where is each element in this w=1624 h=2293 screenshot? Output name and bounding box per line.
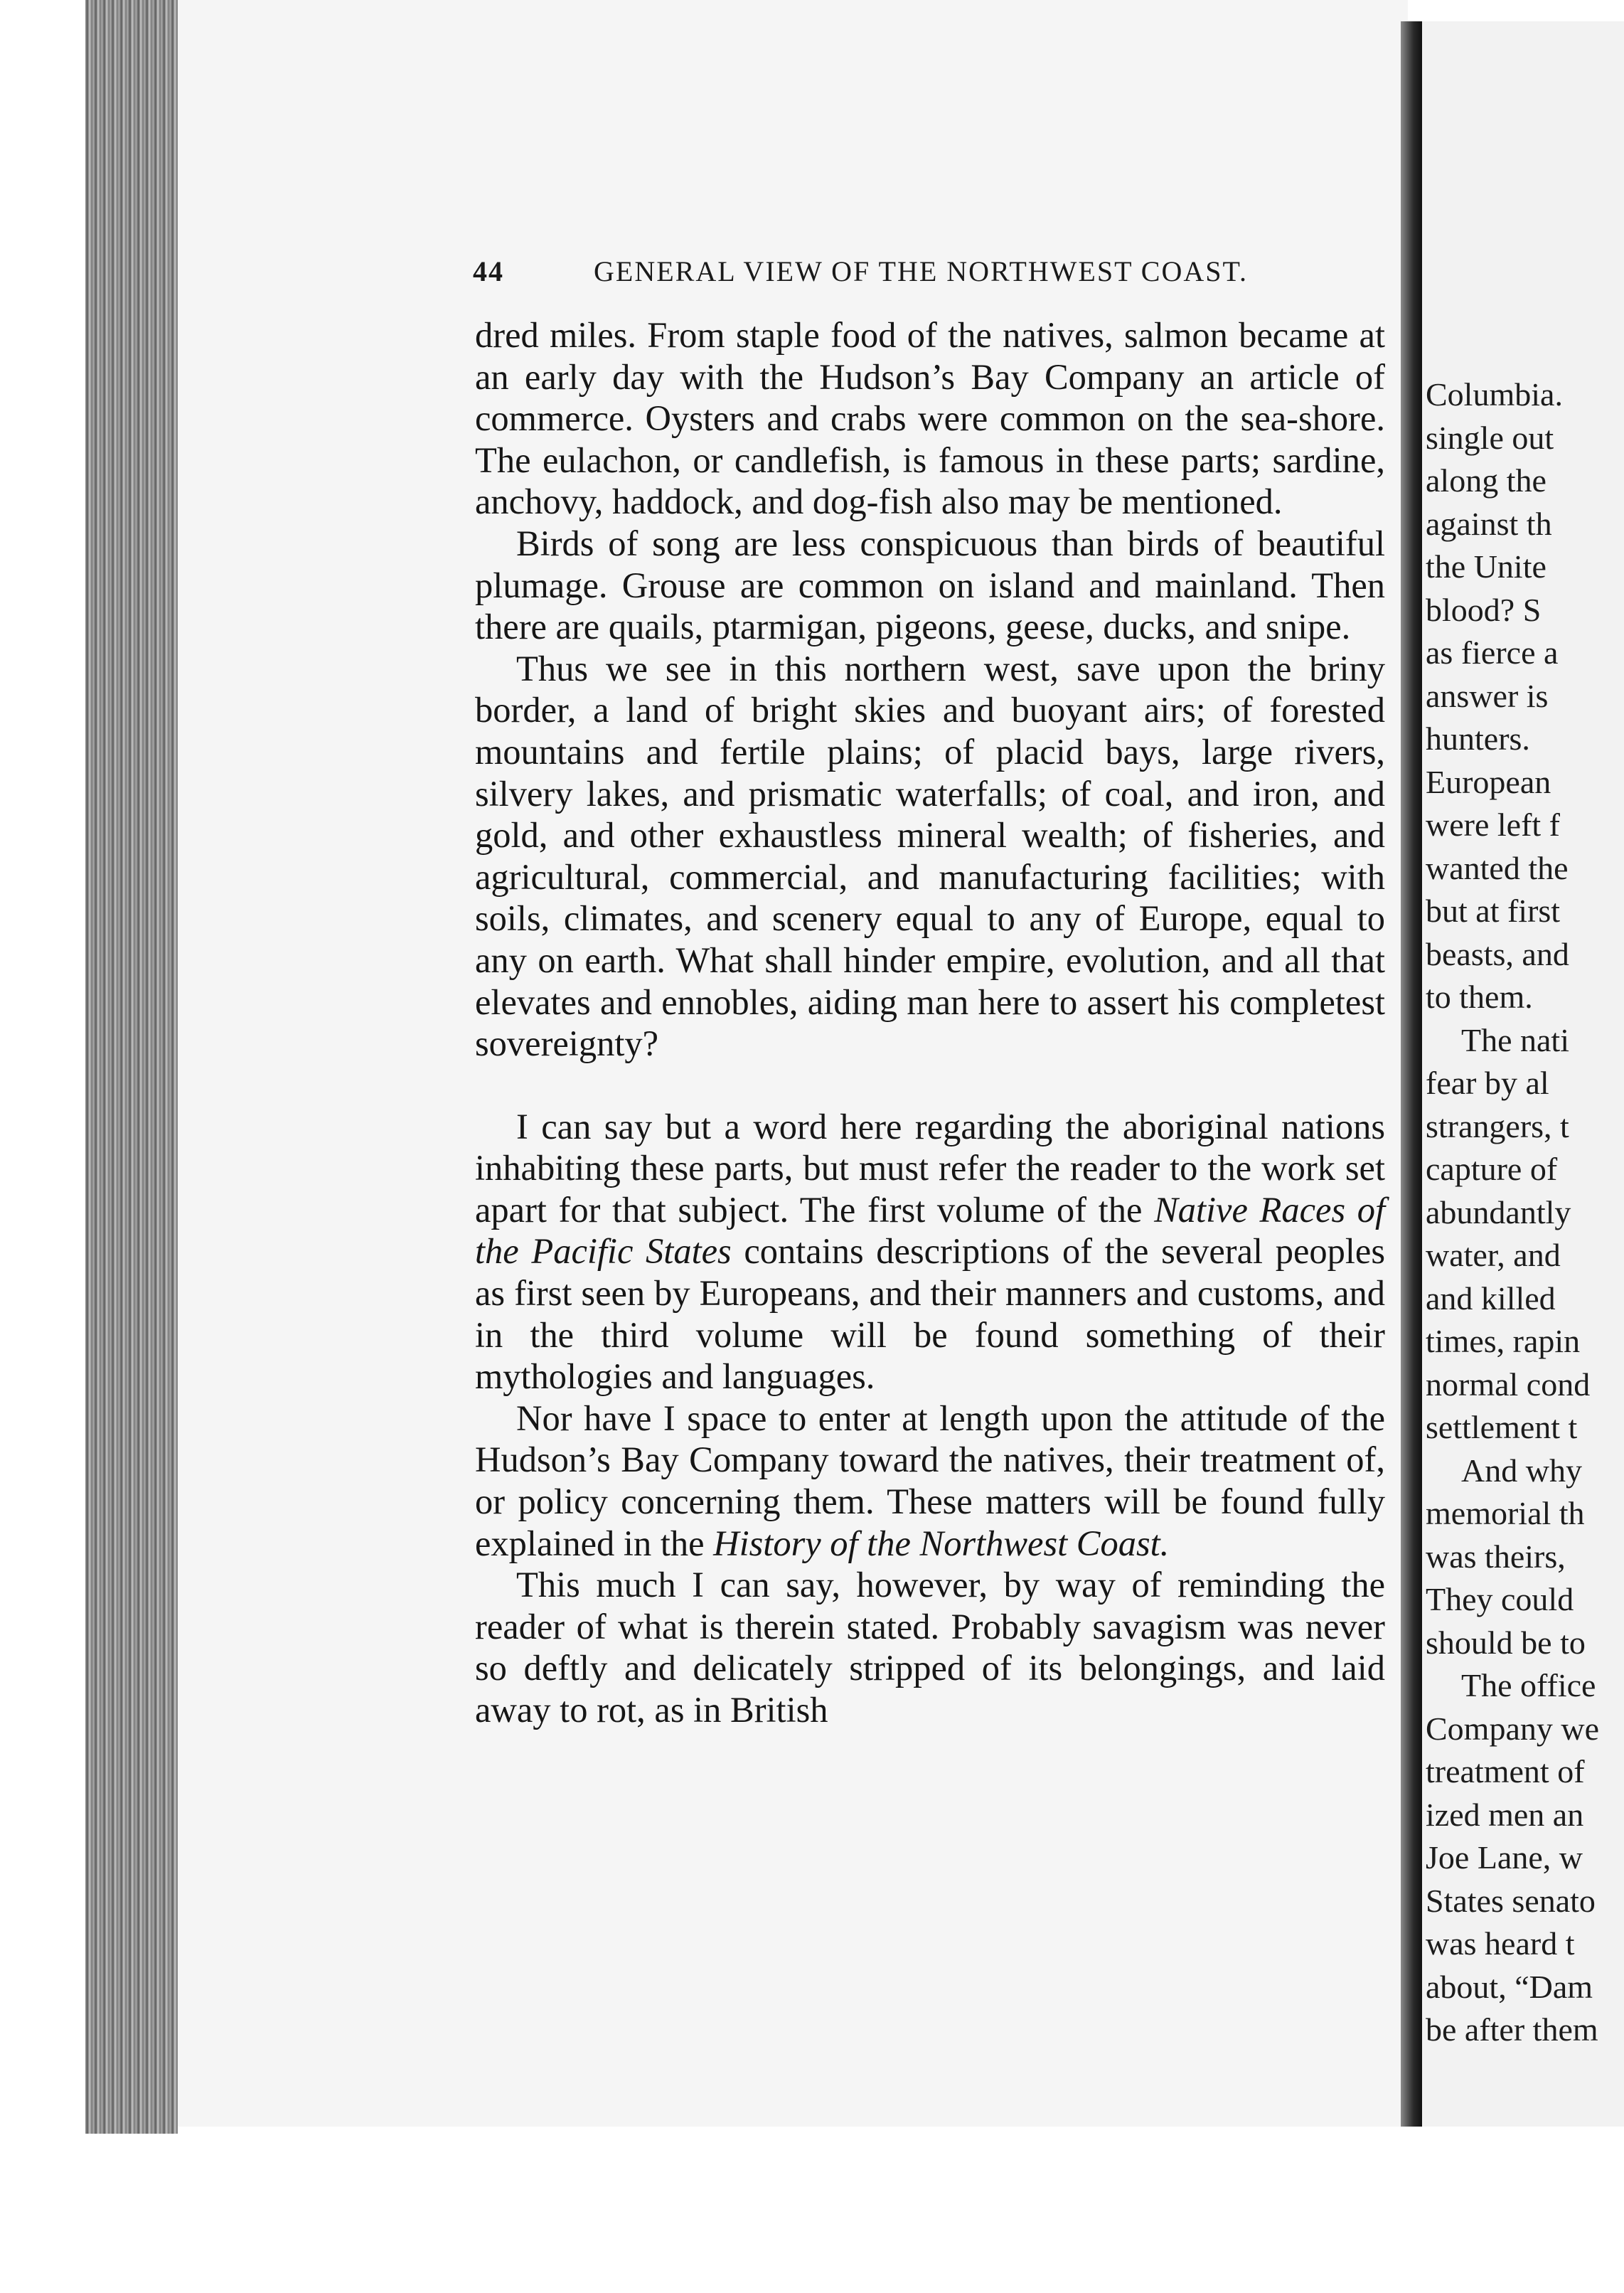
facing-page-line: single out [1426,419,1554,456]
book-title-native-races: Native Races of the Pacific States [475,1189,1386,1272]
facing-page-line: European [1426,763,1551,800]
facing-page-line: and killed [1426,1279,1556,1316]
facing-page-line: answer is [1426,677,1549,714]
facing-page-line: abundantly [1426,1193,1571,1230]
scan-margin [0,0,85,2293]
facing-page-line: Company we [1426,1710,1600,1747]
facing-page-line: And why [1461,1452,1582,1489]
facing-page-line: memorial th [1426,1495,1585,1531]
facing-page-line: should be to [1426,1624,1586,1661]
facing-page-line: ized men an [1426,1796,1584,1833]
facing-page-line: be after them [1426,2011,1598,2048]
facing-page-line: was heard t [1426,1925,1575,1962]
facing-page-line: fear by al [1426,1065,1549,1101]
paragraph-hudsons-bay-attitude [475,1398,1385,1564]
paragraph-fish: dred miles. From staple food of the natives, salmon became at an early day with the Hudson’s Bay Company an article of commerce. Oysters and crabs were common on the sea-shore. The eulachon, or candlefish, is famous in these parts; sardine, anchovy, haddock, and dog-fish also may be mentioned. [475,315,1385,522]
facing-page-line: The nati [1461,1021,1569,1058]
facing-page-line: The office [1461,1667,1596,1703]
facing-page-line: as fierce a [1426,634,1559,671]
facing-page-line: was theirs, [1426,1538,1566,1575]
facing-page-line: strangers, t [1426,1107,1569,1144]
facing-page-line: They could [1426,1581,1574,1617]
paragraph-text: contains descriptions of the several peoples as first seen by Europeans, and their manners and customs, and in the third volume will be found something of their mythologies and languages. [475,1231,1385,1397]
paragraph-aboriginal-nations [475,1106,1385,1398]
facing-page-line: times, rapin [1426,1323,1581,1359]
facing-page-line: blood? S [1426,591,1542,628]
facing-page-line: were left f [1426,807,1560,843]
scan-bottom-margin [178,2127,1624,2293]
facing-page-line: but at first [1426,893,1561,929]
facing-page-line: about, “Dam [1426,1968,1593,2005]
book-page-edges [85,0,178,2134]
facing-page-line: Columbia. [1426,376,1563,413]
facing-page-line: to them. [1426,979,1533,1015]
facing-page-line: beasts, and [1426,935,1569,972]
running-header [473,255,1390,288]
facing-page-line: States senato [1426,1882,1596,1919]
facing-page-line: hunters. [1426,720,1530,757]
paragraph-text: Nor have I space to enter at length upon the attitude of the Hudson’s Bay Company toward the natives, their treatment of, or policy concerning them. These matters will be found fully explained in the [475,1398,1385,1563]
facing-page-line: Joe Lane, w [1426,1839,1583,1876]
facing-page-line: settlement t [1426,1409,1578,1445]
facing-page-line: capture of [1426,1151,1558,1187]
page-body [475,314,1385,1731]
paragraph-savagism: This much I can say, however, by way of reminding the reader of what is therein stated. Probably savagism was never so deftly and delicately stripped of its belongings, and laid away to rot, as in British [475,1565,1385,1730]
facing-page-text [1426,373,1624,2052]
book-title-northwest-coast: History of the Northwest Coast. [713,1523,1170,1563]
running-title: GENERAL VIEW OF THE NORTHWEST COAST. [594,255,1248,287]
page-number: 44 [473,255,504,287]
paragraph-text: I can say but a word here regarding the aboriginal nations inhabiting these parts, but must refer the reader to the work set apart for that subject. The first volume of the [475,1106,1385,1230]
facing-page-line: the Unite [1426,548,1546,585]
paragraph-birds: Birds of song are less conspicuous than birds of beautiful plumage. Grouse are common on island and mainland. Then there are quails, ptarmigan, pigeons, geese, ducks, and snipe. [475,523,1385,647]
facing-page-line: wanted the [1426,849,1569,886]
facing-page-line: normal cond [1426,1366,1591,1403]
facing-page-line: along the [1426,462,1546,499]
facing-page-line: water, and [1426,1237,1561,1273]
paragraph-summary: Thus we see in this northern west, save upon the briny border, a land of bright skies and buoyant airs; of forested mountains and fertile plains; of placid bays, large rivers, silvery lakes, and prismatic waterfalls; of coal, and iron, and gold, and other exhaustless mineral wealth; of fisheries, and agricultural, commercial, and manufacturing facilities; with soils, climates, and scenery equal to any of Europe, equal to any on earth. What shall hinder empire, evolution, and all that elevates and ennobles, aiding man here to assert his completest sovereignty? [475,648,1385,1064]
facing-page-line: against th [1426,505,1552,542]
facing-page-line: treatment of [1426,1753,1585,1789]
book-gutter [1401,21,1422,2127]
